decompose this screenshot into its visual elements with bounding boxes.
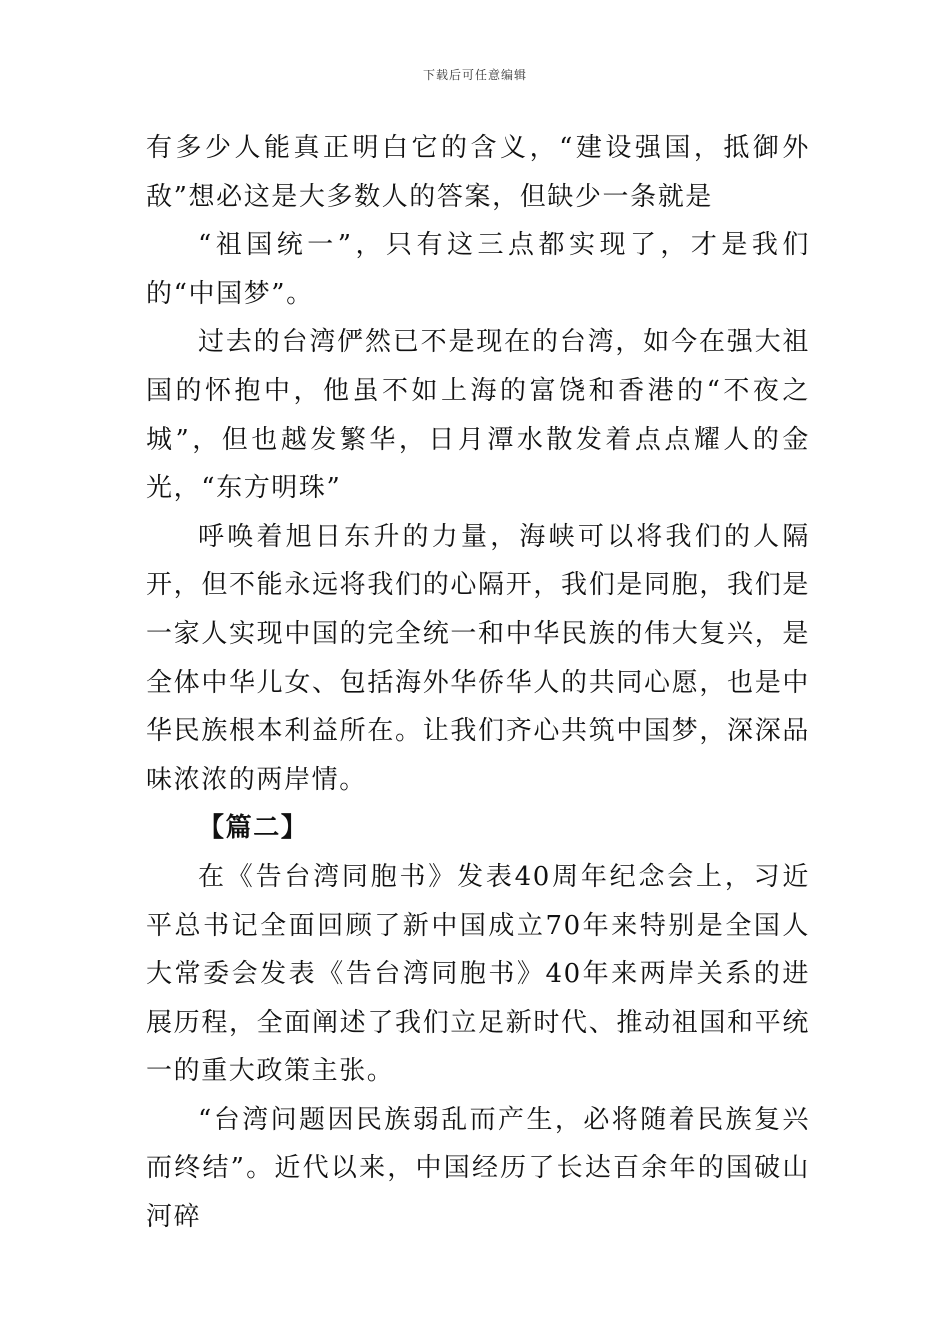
document-body [146, 124, 810, 1242]
section-heading: 【篇二】 [198, 813, 309, 844]
paragraph-1: 有多少人能真正明白它的含义，“建设强国，抵御外敌”想必这是大多数人的答案，但缺少一条就是 [146, 133, 810, 212]
page-header: 下载后可任意编辑 [422, 68, 527, 82]
paragraph-2: “祖国统一”，只有这三点都实现了，才是我们的“中国梦”。 [146, 230, 810, 309]
paragraph-5: 在《告台湾同胞书》发表40周年纪念会上，习近平总书记全面回顾了新中国成立70年来特别是全国人大常委会发表《告台湾同胞书》40年来两岸关系的进展历程，全面阐述了我们立足新时代、推动祖国和平统一的重大政策主张。 [146, 861, 810, 1087]
paragraph-6: “台湾问题因民族弱乱而产生，必将随着民族复兴而终结”。近代以来，中国经历了长达百余年的国破山河碎 [146, 1104, 810, 1233]
paragraph-3: 过去的台湾俨然已不是现在的台湾，如今在强大祖国的怀抱中，他虽不如上海的富饶和香港的“不夜之城”，但也越发繁华，日月潭水散发着点点耀人的金光，“东方明珠” [146, 327, 810, 504]
paragraph-4: 呼唤着旭日东升的力量，海峡可以将我们的人隔开，但不能永远将我们的心隔开，我们是同胞，我们是一家人实现中国的完全统一和中华民族的伟大复兴，是全体中华儿女、包括海外华侨华人的共同心愿，也是中华民族根本利益所在。让我们齐心共筑中国梦，深深品味浓浓的两岸情。 [146, 521, 810, 795]
